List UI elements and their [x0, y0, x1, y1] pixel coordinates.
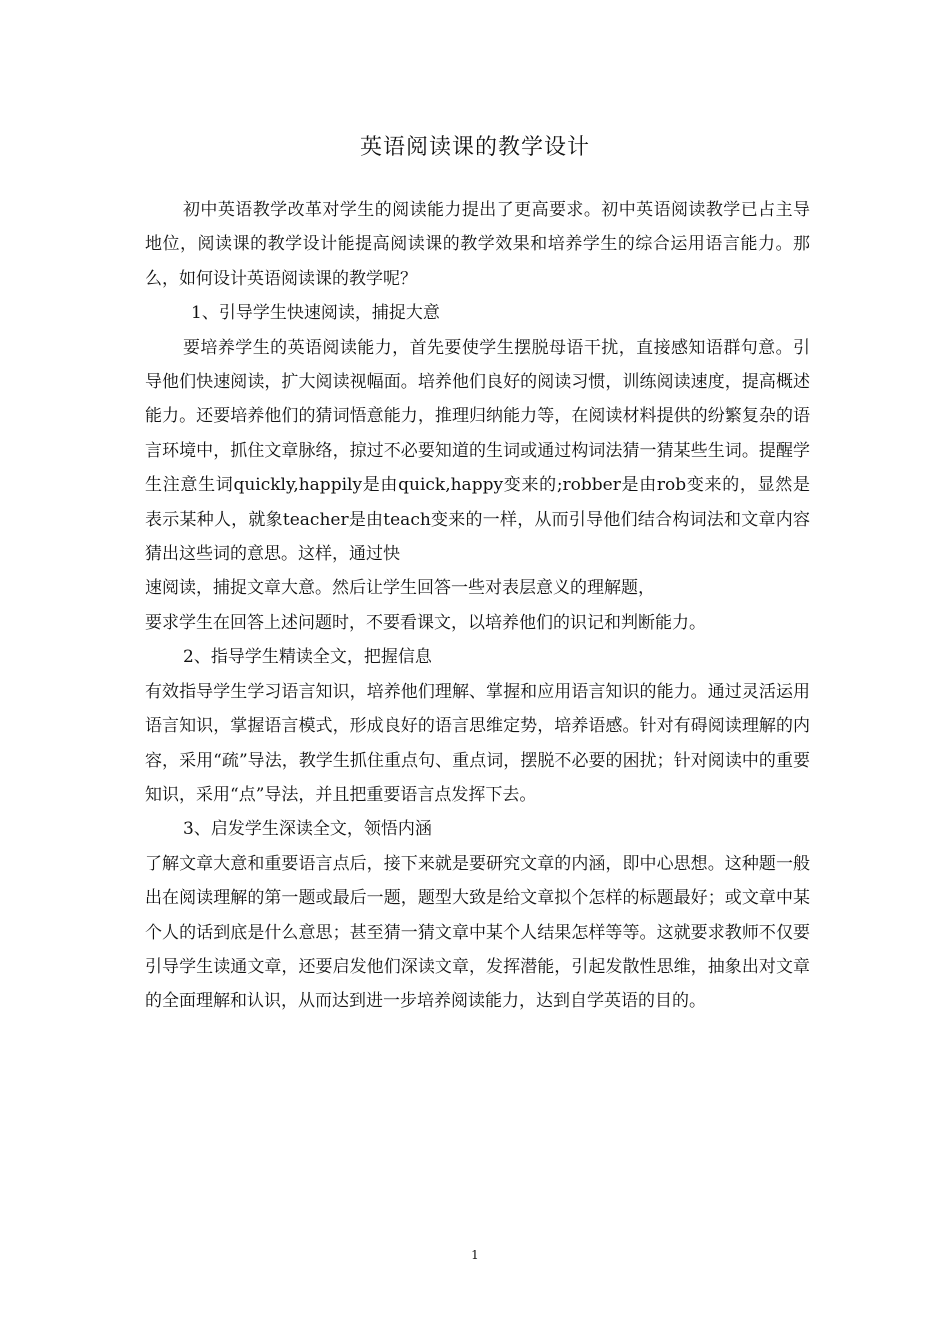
page-number: 1 [471, 1248, 479, 1262]
document-body [145, 193, 810, 1019]
section-heading-3: 3、启发学生深读全文，领悟内涵 [183, 819, 432, 840]
section-1-paragraph: 要培养学生的英语阅读能力，首先要使学生摆脱母语干扰，直接感知语群句意。引导他们快速阅读，扩大阅读视幅面。培养他们良好的阅读习惯，训练阅读速度，提高概述能力。还要培养他们的猜词悟意能力，推理归纳能力等，在阅读材料提供的纷繁复杂的语言环境中，抓住文章脉络，掠过不必要知道的生词或通过构词法猜一猜某些生词。提醒学生注意生词quickly,happily是由quick,happy变来的;robber是由rob变来的，显然是表示某种人，就象teacher是由teach变来的一样，从而引导他们结合构词法和文章内容猜出这些词的意思。这样，通过快 [145, 337, 810, 565]
section-1-continuation-b: 要求学生在回答上述问题时，不要看课文，以培养他们的识记和判断能力。 [145, 612, 706, 633]
document-title: 英语阅读课的教学设计 [359, 135, 590, 160]
section-1-continuation-a: 速阅读，捕捉文章大意。然后让学生回答一些对表层意义的理解题， [145, 578, 655, 599]
section-heading-1: 1、引导学生快速阅读，捕捉大意 [191, 303, 440, 324]
section-heading-2: 2、指导学生精读全文，把握信息 [183, 647, 432, 668]
section-2-paragraph: 有效指导学生学习语言知识，培养他们理解、掌握和应用语言知识的能力。通过灵活运用语言知识，掌握语言模式，形成良好的语言思维定势，培养语感。针对有碍阅读理解的内容，采用“疏”导法，教学生抓住重点句、重点词，摆脱不必要的困扰；针对阅读中的重要知识，采用“点”导法，并且把重要语言点发挥下去。 [145, 681, 810, 805]
intro-paragraph: 初中英语教学改革对学生的阅读能力提出了更高要求。初中英语阅读教学已占主导地位，阅读课的教学设计能提高阅读课的教学效果和培养学生的综合运用语言能力。那么，如何设计英语阅读课的教学呢？ [145, 200, 810, 289]
section-3-paragraph: 了解文章大意和重要语言点后，接下来就是要研究文章的内涵，即中心思想。这种题一般出在阅读理解的第一题或最后一题，题型大致是给文章拟个怎样的标题最好；或文章中某个人的话到底是什么意思；甚至猜一猜文章中某个人结果怎样等等。这就要求教师不仅要引导学生读通文章，还要启发他们深读文章，发挥潜能，引起发散性思维，抽象出对文章的全面理解和认识，从而达到进一步培养阅读能力，达到自学英语的目的。 [145, 853, 810, 1012]
